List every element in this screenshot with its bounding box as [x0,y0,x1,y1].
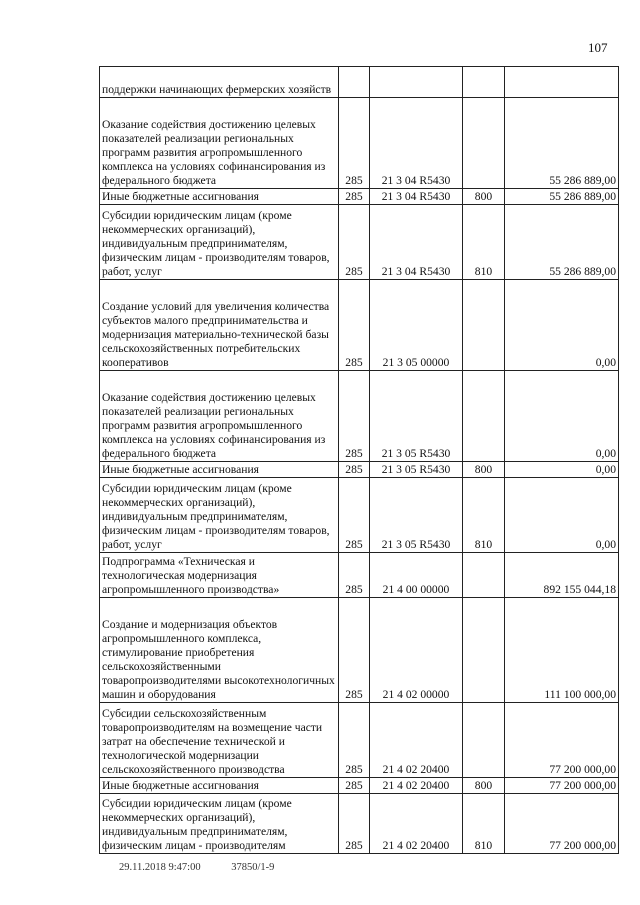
row-name-cell: Субсидии юридическим лицам (кроме некоммерческих организаций), индивидуальным предпринимателям, физическим лицам - производителям товаров, работ, услуг [100,478,339,553]
footer [119,862,302,873]
row-csr-cell: 21 4 00 00000 [370,553,463,598]
footer-doc-code: 37850/1-9 [231,862,275,873]
row-name-cell: Оказание содействия достижению целевых показателей реализации региональных программ развития агропромышленного комплекса на условиях софинансирования из федерального бюджета [100,371,339,462]
row-name-cell: Создание условий для увеличения количества субъектов малого предпринимательства и модернизация материально-технической базы сельскохозяйственных потребительских кооперативов [100,280,339,371]
row-vr-cell [463,67,505,98]
row-ved-cell: 285 [339,462,370,478]
row-sum-cell: 77 200 000,00 [505,778,619,794]
row-csr-cell: 21 3 04 R5430 [370,98,463,189]
budget-table [99,66,619,854]
row-csr-cell: 21 3 05 R5430 [370,371,463,462]
row-vr-cell [463,703,505,778]
row-ved-cell: 285 [339,794,370,854]
table-row [100,478,619,553]
row-ved-cell: 285 [339,478,370,553]
row-name-cell: Иные бюджетные ассигнования [100,462,339,478]
row-sum-cell: 77 200 000,00 [505,703,619,778]
row-sum-cell: 0,00 [505,462,619,478]
row-sum-cell: 0,00 [505,280,619,371]
row-sum-cell: 0,00 [505,371,619,462]
row-csr-cell [370,67,463,98]
row-vr-cell: 810 [463,478,505,553]
table-row [100,205,619,280]
row-name-cell: Оказание содействия достижению целевых показателей реализации региональных программ развития агропромышленного комплекса на условиях софинансирования из федерального бюджета [100,98,339,189]
row-csr-cell: 21 4 02 20400 [370,703,463,778]
row-ved-cell: 285 [339,280,370,371]
row-ved-cell: 285 [339,98,370,189]
row-ved-cell: 285 [339,703,370,778]
row-csr-cell: 21 3 04 R5430 [370,205,463,280]
row-vr-cell: 810 [463,794,505,854]
row-vr-cell [463,98,505,189]
row-name-cell: Субсидии сельскохозяйственным товаропроизводителям на возмещение части затрат на обеспечение технической и технологической модернизации сельскохозяйственного производства [100,703,339,778]
row-name-cell: поддержки начинающих фермерских хозяйств [100,67,339,98]
table-row [100,598,619,703]
row-ved-cell: 285 [339,598,370,703]
row-csr-cell: 21 3 05 00000 [370,280,463,371]
row-vr-cell: 810 [463,205,505,280]
row-ved-cell: 285 [339,553,370,598]
row-sum-cell: 892 155 044,18 [505,553,619,598]
row-sum-cell: 55 286 889,00 [505,98,619,189]
table-row [100,371,619,462]
table-row [100,462,619,478]
row-csr-cell: 21 4 02 00000 [370,598,463,703]
row-vr-cell: 800 [463,189,505,205]
row-ved-cell: 285 [339,778,370,794]
row-vr-cell [463,598,505,703]
row-sum-cell: 0,00 [505,478,619,553]
table-row [100,67,619,98]
row-ved-cell: 285 [339,189,370,205]
table-row [100,189,619,205]
row-sum-cell: 55 286 889,00 [505,189,619,205]
row-vr-cell [463,553,505,598]
table-row [100,98,619,189]
row-name-cell: Субсидии юридическим лицам (кроме некоммерческих организаций), индивидуальным предпринимателям, физическим лицам - производителям товаров, работ, услуг [100,205,339,280]
row-name-cell: Иные бюджетные ассигнования [100,778,339,794]
table-row [100,703,619,778]
row-sum-cell: 111 100 000,00 [505,598,619,703]
row-sum-cell: 55 286 889,00 [505,205,619,280]
row-sum-cell [505,67,619,98]
row-name-cell: Иные бюджетные ассигнования [100,189,339,205]
row-csr-cell: 21 3 04 R5430 [370,189,463,205]
row-vr-cell: 800 [463,462,505,478]
table-row [100,553,619,598]
row-csr-cell: 21 3 05 R5430 [370,478,463,553]
row-ved-cell [339,67,370,98]
row-vr-cell: 800 [463,778,505,794]
row-vr-cell [463,280,505,371]
row-ved-cell: 285 [339,205,370,280]
table-row [100,794,619,854]
row-name-cell: Подпрограмма «Техническая и технологическая модернизация агропромышленного производства» [100,553,339,598]
row-sum-cell: 77 200 000,00 [505,794,619,854]
table-row [100,778,619,794]
row-vr-cell [463,371,505,462]
row-csr-cell: 21 4 02 20400 [370,778,463,794]
row-csr-cell: 21 3 05 R5430 [370,462,463,478]
row-csr-cell: 21 4 02 20400 [370,794,463,854]
row-name-cell: Создание и модернизация объектов агропромышленного комплекса, стимулирование приобретения сельскохозяйственными товаропроизводителями высокотехнологичных машин и оборудования [100,598,339,703]
footer-datetime: 29.11.2018 9:47:00 [119,862,201,873]
row-name-cell: Субсидии юридическим лицам (кроме некоммерческих организаций), индивидуальным предпринимателям, физическим лицам - производителям [100,794,339,854]
row-ved-cell: 285 [339,371,370,462]
page-number: 107 [588,40,608,55]
table-row [100,280,619,371]
